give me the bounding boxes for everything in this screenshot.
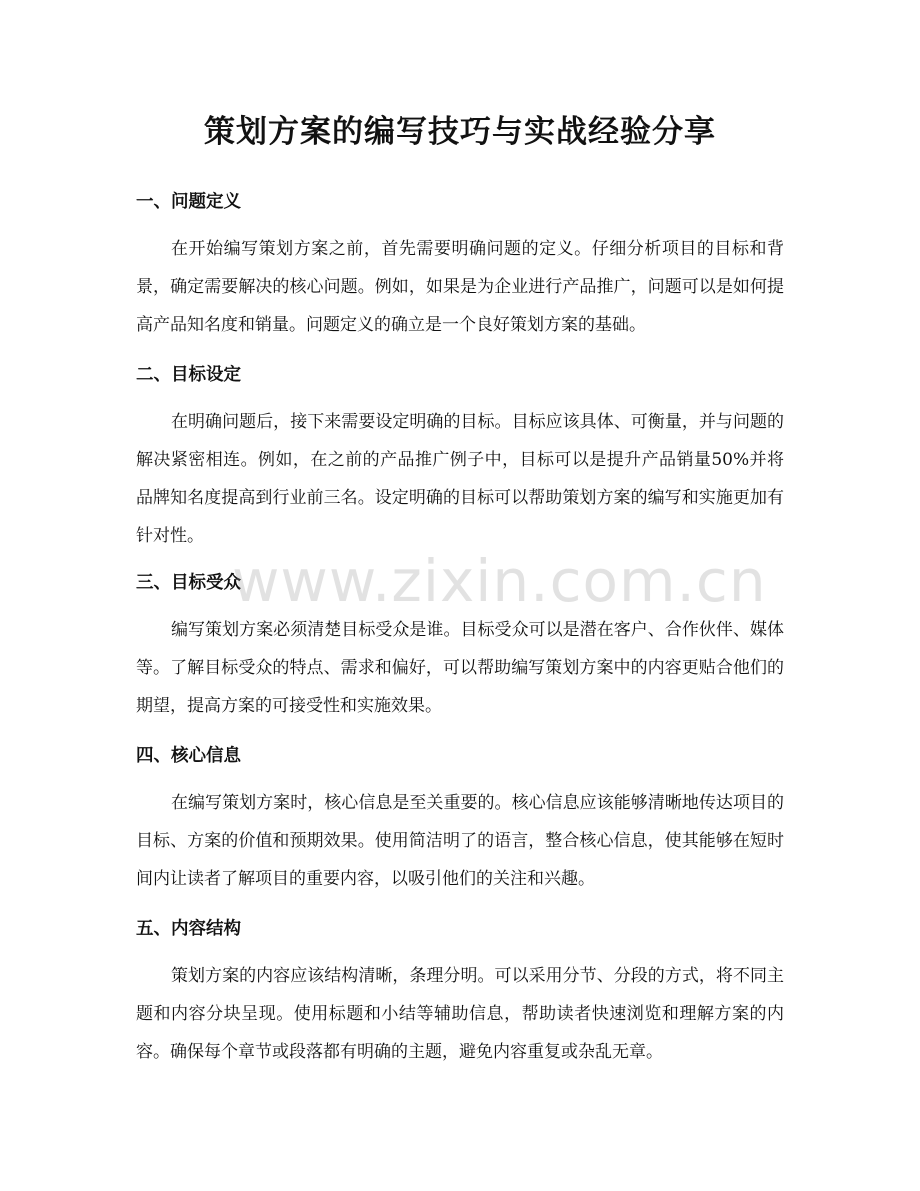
watermark: www.zixin.com.cn: [232, 547, 767, 615]
section-paragraph-target-audience: 编写策划方案必须清楚目标受众是谁。目标受众可以是潜在客户、合作伙伴、媒体等。了解目标受众的特点、需求和偏好，可以帮助编写策划方案中的内容更贴合他们的期望，提高方案的可接受性和实施效果。: [136, 620, 784, 716]
section-heading-goal-setting: 二、目标设定: [136, 365, 241, 385]
section-paragraph-problem-definition: 在开始编写策划方案之前，首先需要明确问题的定义。仔细分析项目的目标和背景，确定需要解决的核心问题。例如，如果是为企业进行产品推广，问题可以是如何提高产品知名度和销量。问题定义的确立是一个良好策划方案的基础。: [136, 239, 784, 335]
section-heading-problem-definition: 一、问题定义: [136, 192, 241, 212]
document-title: 策划方案的编写技巧与实战经验分享: [204, 114, 716, 150]
section-paragraph-core-message: 在编写策划方案时，核心信息是至关重要的。核心信息应该能够清晰地传达项目的目标、方案的价值和预期效果。使用简洁明了的语言，整合核心信息，使其能够在短时间内让读者了解项目的重要内容，以吸引他们的关注和兴趣。: [136, 793, 784, 889]
section-heading-target-audience: 三、目标受众: [136, 573, 241, 593]
section-paragraph-goal-setting: 在明确问题后，接下来需要设定明确的目标。目标应该具体、可衡量，并与问题的解决紧密相连。例如，在之前的产品推广例子中，目标可以是提升产品销量50%并将品牌知名度提高到行业前三名。设定明确的目标可以帮助策划方案的编写和实施更加有针对性。: [136, 412, 784, 546]
section-heading-content-structure: 五、内容结构: [136, 919, 241, 939]
section-heading-core-message: 四、核心信息: [136, 746, 241, 766]
section-paragraph-content-structure: 策划方案的内容应该结构清晰，条理分明。可以采用分节、分段的方式，将不同主题和内容分块呈现。使用标题和小结等辅助信息，帮助读者快速浏览和理解方案的内容。确保每个章节或段落都有明确的主题，避免内容重复或杂乱无章。: [136, 966, 784, 1062]
